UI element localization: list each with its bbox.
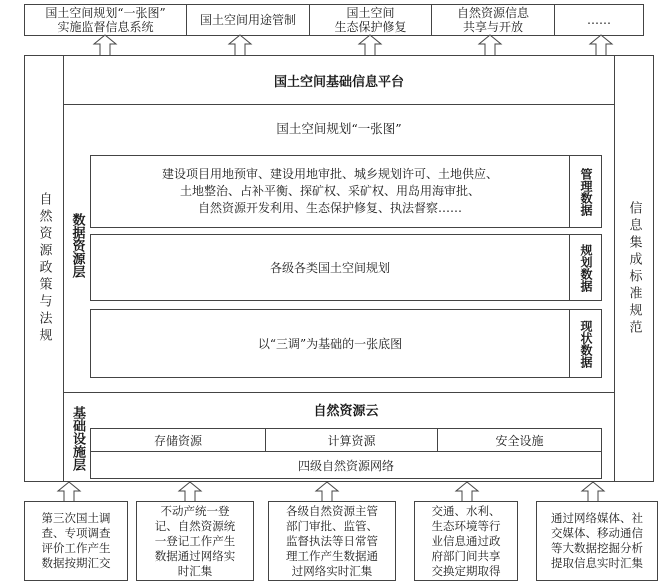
app-box-info-sharing: 自然资源信息 共享与开放 <box>432 5 555 35</box>
application-bar <box>24 4 644 36</box>
platform-title: 国土空间基础信息平台 <box>63 55 615 105</box>
policy-column <box>24 55 64 482</box>
source-management: 各级自然资源主管 部门审批、监管、 监督执法等日常管 理工作产生数据通 过网络实时汇集 <box>268 501 396 581</box>
planning-data-box <box>90 234 602 301</box>
compute-resource: 计算资源 <box>266 429 438 451</box>
source-registration: 不动产统一登 记、自然资源统 一登记工作产生 数据通过网络实 时汇集 <box>136 501 254 581</box>
security-facility: 安全设施 <box>495 433 544 448</box>
cloud-resources <box>90 428 602 452</box>
network-box: 四级自然资源网络 <box>90 451 602 479</box>
app-box-use-control: 国土空间用途管制 <box>187 5 310 35</box>
management-data-box <box>90 155 602 228</box>
app-box-eco-restoration: 国土空间 生态保护修复 <box>310 5 432 35</box>
source-survey: 第三次国土调 查、专项调查 评价工作产生 数据按期汇交 <box>24 501 128 581</box>
source-big-data: 通过网络媒体、社 交媒体、移动通信 等大数据挖掘分析 提取信息实时汇集 <box>536 501 658 581</box>
management-data-text: 建设项目用地预审、建设用地审批、城乡规划许可、土地供应、 土地整治、占补平衡、探矿权、采矿权、用岛用海审批、 自然资源开发利用、生态保护修复、执法督察…… <box>161 167 498 215</box>
infra-layer-label: 基础设施层 <box>70 405 85 471</box>
cloud-title: 自然资源云 <box>313 403 379 419</box>
bottom-arrows <box>0 481 668 503</box>
one-map-label: 国土空间规划“一张图” <box>276 121 402 136</box>
app-box-more: …… <box>587 13 611 27</box>
standards-column <box>614 55 654 482</box>
management-data-label: 管理数据 <box>569 156 602 227</box>
planning-data-label: 规划数据 <box>569 235 602 300</box>
standards-column-label: 信息集成标准规范 <box>626 200 642 337</box>
status-data-text: 以“三调”为基础的一张底图 <box>257 337 403 351</box>
layer-divider <box>63 392 615 393</box>
status-data-box <box>90 309 602 378</box>
planning-data-text: 各级各类国土空间规划 <box>269 261 390 275</box>
storage-resource: 存储资源 <box>91 429 266 451</box>
app-box-one-map: 国土空间规划“一张图” 实施监督信息系统 <box>25 5 187 35</box>
data-layer-text: 数据资源层 <box>69 212 85 278</box>
source-government-sharing: 交通、水利、 生态环境等行 业信息通过政 府部门间共享 交换定期取得 <box>414 501 518 581</box>
data-layer-label <box>64 205 90 285</box>
policy-column-label: 自然资源政策与法规 <box>36 192 52 345</box>
status-data-label: 现状数据 <box>569 310 602 377</box>
